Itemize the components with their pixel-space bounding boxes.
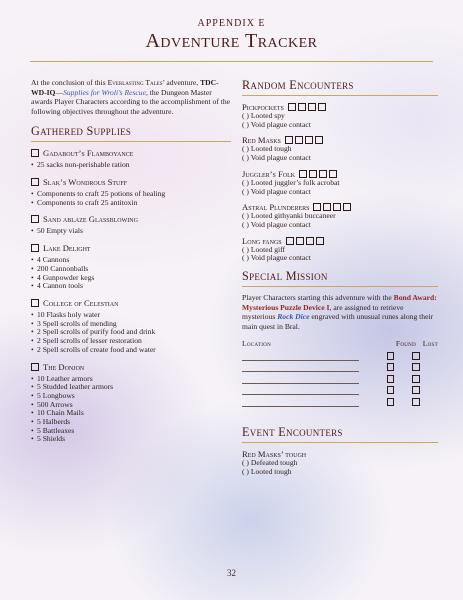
- location-line[interactable]: [242, 397, 359, 407]
- location-line[interactable]: [242, 351, 359, 361]
- checkbox[interactable]: [305, 136, 313, 144]
- checkbox[interactable]: [318, 103, 326, 111]
- checkbox[interactable]: [315, 136, 323, 144]
- objective-item: • 2 Spell scrolls of lesser restoration: [31, 337, 231, 346]
- encounter-choice[interactable]: ( ) Void plague contact: [242, 186, 311, 196]
- encounter-title: Red Masks: [242, 135, 281, 146]
- objective-items: [31, 161, 231, 170]
- special-rule: [242, 286, 438, 287]
- encounter-choice[interactable]: ( ) Looted tough: [242, 144, 292, 154]
- objective-header: [31, 243, 231, 253]
- lost-checkbox[interactable]: [412, 375, 420, 383]
- objective: [31, 362, 231, 445]
- intro-adventure-link[interactable]: Supplies for Wroli’s Rescue: [63, 87, 146, 97]
- objective-item: • 25 sacks non-perishable ration: [31, 161, 231, 170]
- checkbox[interactable]: [323, 203, 331, 211]
- objective-item: • 10 Chain Mails: [31, 409, 231, 418]
- checkbox[interactable]: [329, 170, 337, 178]
- checkbox[interactable]: [319, 170, 327, 178]
- encounter-checkboxes: [288, 103, 328, 111]
- objective-header: [31, 214, 231, 224]
- intro-post: , the Dungeon Master awards Player Characters according to the accomplishment of the following objectives throughout the adventure.: [31, 87, 231, 116]
- special-pre: Player Characters starting this adventure with the: [242, 293, 394, 303]
- lost-checkbox[interactable]: [412, 398, 420, 406]
- objective: [31, 243, 231, 291]
- encounter: [242, 169, 438, 196]
- objective-items: [31, 375, 231, 445]
- objective-item: • Components to craft 25 potions of healing: [31, 190, 231, 199]
- objective-item: • 10 Flasks holy water: [31, 311, 231, 320]
- objective-item: • 5 Battleaxes: [31, 427, 231, 436]
- objectives-list: [31, 148, 231, 444]
- special-award: Bond Award: Mysterious Puzzle Device I: [242, 293, 437, 312]
- page-number: 32: [227, 568, 236, 578]
- objective-item: • 5 Halberds: [31, 418, 231, 427]
- encounter-checkboxes: [285, 136, 325, 144]
- encounter-choice[interactable]: ( ) Looted tough: [242, 467, 292, 477]
- location-row: [242, 385, 438, 396]
- checkbox[interactable]: [31, 215, 39, 223]
- objective-item: • 4 Cannon tools: [31, 282, 231, 291]
- objective-item: • 500 Arrows: [31, 401, 231, 410]
- event-encounters-list: [242, 449, 438, 476]
- objective: [31, 214, 231, 236]
- checkbox[interactable]: [296, 237, 304, 245]
- encounter-choice[interactable]: ( ) Void plague contact: [242, 153, 311, 163]
- location-rows: [242, 350, 438, 407]
- encounter-choice[interactable]: ( ) Looted juggler’s folk acrobat: [242, 177, 340, 187]
- checkbox[interactable]: [316, 237, 324, 245]
- objective-items: [31, 190, 231, 207]
- right-column: [242, 78, 438, 483]
- encounter-title: Pickpockets: [242, 102, 284, 112]
- objective: [31, 298, 231, 355]
- objective-item: • 2 Spell scrolls of create food and water: [31, 346, 231, 355]
- event-rule: [242, 442, 438, 443]
- encounter-checkboxes: [286, 237, 326, 245]
- location-row: [242, 350, 438, 361]
- checkbox[interactable]: [31, 149, 39, 157]
- random-heading: Random Encounters: [242, 78, 354, 92]
- left-column: [31, 78, 231, 451]
- checkbox[interactable]: [31, 363, 39, 371]
- encounter: [242, 102, 438, 129]
- random-encounters-list: [242, 102, 438, 263]
- encounter: [242, 236, 438, 263]
- objective-item: • 4 Cannons: [31, 256, 231, 265]
- special-rock-dice: Rock Dice: [277, 312, 310, 322]
- intro-mid: ’ adventure,: [162, 78, 201, 87]
- header-rule: [30, 61, 433, 62]
- special-heading: Special Mission: [242, 269, 328, 284]
- objective-title: Gadabout’s Flamboyance: [43, 148, 134, 159]
- checkbox[interactable]: [313, 203, 321, 211]
- objective-item: • 4 Gunpowder kegs: [31, 274, 231, 283]
- encounter: [242, 135, 438, 162]
- encounter-title: Long fangs: [242, 235, 282, 246]
- encounter-title: Juggler’s Folk: [242, 168, 296, 179]
- checkbox[interactable]: [31, 244, 39, 252]
- location-table: [242, 339, 438, 417]
- gathered-heading: Gathered Supplies: [31, 124, 132, 139]
- intro-paragraph: [31, 78, 231, 116]
- encounter-choice[interactable]: ( ) Looted spy: [242, 111, 285, 120]
- objective: [31, 177, 231, 207]
- objective-title: Lake Delight: [43, 243, 91, 254]
- objective-item: • 3 Spell scrolls of mending: [31, 320, 231, 329]
- intro-series: Everlasting Tales: [107, 78, 163, 87]
- found-checkbox[interactable]: [387, 363, 395, 371]
- checkbox[interactable]: [31, 299, 39, 307]
- random-rule: [242, 95, 438, 96]
- objective-header: [31, 148, 231, 158]
- checkbox[interactable]: [308, 103, 316, 111]
- checkbox[interactable]: [298, 103, 306, 111]
- checkbox[interactable]: [333, 203, 341, 211]
- objective-item: • 5 Studded leather armors: [31, 383, 231, 392]
- found-checkbox[interactable]: [387, 386, 395, 394]
- location-row: [242, 396, 438, 407]
- objective-item: • 5 Shields: [31, 435, 231, 444]
- found-checkbox[interactable]: [387, 398, 395, 406]
- objective-item: • 50 Empty vials: [31, 227, 231, 236]
- encounter-choice[interactable]: ( ) Looted githyanki buccaneer: [242, 211, 336, 221]
- objective-header: [31, 362, 231, 372]
- intro-code: TDC-WD-IQ: [31, 78, 219, 97]
- appendix-label: APPENDIX E: [197, 18, 266, 29]
- found-header: Found: [395, 339, 416, 349]
- lost-checkbox[interactable]: [412, 352, 420, 360]
- objective-items: [31, 311, 231, 355]
- objective-header: [31, 298, 231, 308]
- encounter-title: Red Masks’ tough: [242, 449, 307, 460]
- checkbox[interactable]: [288, 103, 296, 111]
- objective-header: [31, 177, 231, 187]
- location-line[interactable]: [242, 374, 359, 384]
- page-header: [0, 18, 463, 53]
- lost-header: Lost: [422, 339, 438, 349]
- encounter-choice[interactable]: ( ) Void plague contact: [242, 253, 311, 263]
- objective-items: [31, 227, 231, 236]
- objective-item: • 5 Longbows: [31, 392, 231, 401]
- location-row: [242, 373, 438, 384]
- found-checkbox[interactable]: [387, 375, 395, 383]
- checkbox[interactable]: [295, 136, 303, 144]
- special-mid: , are assigned to retrieve mysterious: [242, 302, 404, 322]
- checkbox[interactable]: [343, 203, 351, 211]
- checkbox[interactable]: [306, 237, 314, 245]
- objective-item: • 2 Spell scrolls of purify food and drink: [31, 328, 231, 337]
- location-line[interactable]: [242, 362, 359, 372]
- event-heading: Event Encounters: [242, 425, 343, 440]
- location-table-header: [242, 339, 438, 348]
- intro-pre: At the conclusion of this: [31, 78, 108, 87]
- checkbox[interactable]: [31, 178, 39, 186]
- objective-item: • 200 Cannonballs: [31, 265, 231, 274]
- found-checkbox[interactable]: [387, 352, 395, 360]
- encounter-checkboxes: [313, 203, 353, 211]
- encounter-choice[interactable]: ( ) Void plague contact: [242, 219, 311, 229]
- objective-item: • Components to craft 25 antitoxin: [31, 199, 231, 208]
- checkbox[interactable]: [309, 170, 317, 178]
- checkbox[interactable]: [286, 237, 294, 245]
- lost-checkbox[interactable]: [412, 386, 420, 394]
- encounter-choice[interactable]: ( ) Void plague contact: [242, 119, 311, 129]
- location-line[interactable]: [242, 385, 359, 395]
- objective-title: Slak’s Wondrous Stuff: [43, 177, 128, 188]
- encounter: [242, 449, 438, 476]
- encounter-title: Astral Plunderers: [242, 202, 310, 213]
- special-paragraph: [242, 293, 438, 331]
- objective-item: • 10 Leather armors: [31, 375, 231, 384]
- checkbox[interactable]: [285, 136, 293, 144]
- intro-dash: —: [55, 87, 64, 97]
- objective-title: The Donjon: [43, 361, 85, 372]
- location-header: Location: [242, 339, 271, 349]
- objective-title: College of Celestian: [43, 298, 119, 308]
- objective-items: [31, 256, 231, 291]
- objective: [31, 148, 231, 170]
- lost-checkbox[interactable]: [412, 363, 420, 371]
- gathered-rule: [31, 141, 231, 142]
- objective-title: Sand ablaze Glassblowing: [43, 214, 138, 225]
- encounter-choice[interactable]: ( ) Looted giff: [242, 244, 286, 254]
- encounter-checkboxes: [299, 170, 339, 178]
- checkbox[interactable]: [299, 170, 307, 178]
- encounter: [242, 202, 438, 229]
- page-title: Adventure Tracker: [145, 30, 318, 52]
- location-row: [242, 362, 438, 373]
- encounter-choice[interactable]: ( ) Defeated tough: [242, 458, 298, 468]
- special-post: engraved with unusual runes along their main quest in Bral.: [242, 312, 434, 331]
